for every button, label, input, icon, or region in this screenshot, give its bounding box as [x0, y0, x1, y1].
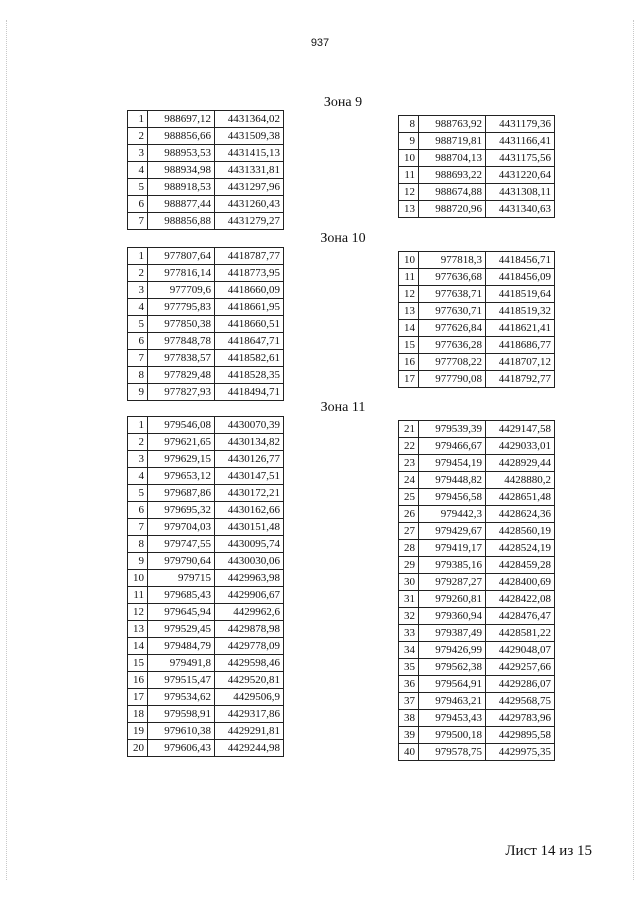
- point-number-cell: 2: [128, 434, 148, 451]
- y-coordinate-cell: 4428929,44: [486, 455, 555, 472]
- point-number-cell: 5: [128, 179, 148, 196]
- y-coordinate-cell: 4418456,09: [486, 269, 555, 286]
- point-number-cell: 9: [399, 133, 419, 150]
- y-coordinate-cell: 4431260,43: [215, 196, 284, 213]
- coordinate-row: [128, 162, 284, 179]
- point-number-cell: 3: [128, 282, 148, 299]
- coordinate-row: [128, 265, 284, 282]
- point-number-cell: 5: [128, 485, 148, 502]
- y-coordinate-cell: 4429286,07: [486, 676, 555, 693]
- x-coordinate-cell: 977827,93: [148, 384, 215, 401]
- zone-11-right-table: [398, 420, 555, 761]
- coordinate-row: [399, 710, 555, 727]
- coordinate-row: [399, 506, 555, 523]
- y-coordinate-cell: 4418792,77: [486, 371, 555, 388]
- x-coordinate-cell: 979539,39: [419, 421, 486, 438]
- coordinate-row: [399, 642, 555, 659]
- coordinate-row: [128, 638, 284, 655]
- x-coordinate-cell: 979695,32: [148, 502, 215, 519]
- x-coordinate-cell: 988918,53: [148, 179, 215, 196]
- y-coordinate-cell: 4418787,77: [215, 248, 284, 265]
- coordinate-row: [399, 286, 555, 303]
- x-coordinate-cell: 977630,71: [419, 303, 486, 320]
- y-coordinate-cell: 4431220,64: [486, 167, 555, 184]
- x-coordinate-cell: 979484,79: [148, 638, 215, 655]
- coordinate-row: [399, 320, 555, 337]
- x-coordinate-cell: 979546,08: [148, 417, 215, 434]
- y-coordinate-cell: 4428560,19: [486, 523, 555, 540]
- y-coordinate-cell: 4418686,77: [486, 337, 555, 354]
- x-coordinate-cell: 979360,94: [419, 608, 486, 625]
- left-margin-line: [6, 20, 7, 880]
- y-coordinate-cell: 4418660,09: [215, 282, 284, 299]
- x-coordinate-cell: 979704,03: [148, 519, 215, 536]
- y-coordinate-cell: 4430147,51: [215, 468, 284, 485]
- x-coordinate-cell: 977816,14: [148, 265, 215, 282]
- x-coordinate-cell: 979598,91: [148, 706, 215, 723]
- point-number-cell: 8: [399, 116, 419, 133]
- x-coordinate-cell: 988693,22: [419, 167, 486, 184]
- x-coordinate-cell: 988704,13: [419, 150, 486, 167]
- y-coordinate-cell: 4429895,58: [486, 727, 555, 744]
- x-coordinate-cell: 977795,83: [148, 299, 215, 316]
- point-number-cell: 13: [399, 303, 419, 320]
- point-number-cell: 6: [128, 196, 148, 213]
- zone-11-left-table: [127, 416, 284, 757]
- y-coordinate-cell: 4431331,81: [215, 162, 284, 179]
- point-number-cell: 23: [399, 455, 419, 472]
- x-coordinate-cell: 988763,92: [419, 116, 486, 133]
- point-number-cell: 11: [399, 167, 419, 184]
- point-number-cell: 7: [128, 350, 148, 367]
- x-coordinate-cell: 979515,47: [148, 672, 215, 689]
- x-coordinate-cell: 979442,3: [419, 506, 486, 523]
- coordinate-row: [399, 472, 555, 489]
- x-coordinate-cell: 979385,16: [419, 557, 486, 574]
- zone-10-title: Зона 10: [320, 231, 366, 246]
- point-number-cell: 31: [399, 591, 419, 608]
- point-number-cell: 21: [399, 421, 419, 438]
- coordinate-row: [399, 489, 555, 506]
- coordinate-row: [128, 316, 284, 333]
- y-coordinate-cell: 4428459,28: [486, 557, 555, 574]
- coordinate-row: [128, 196, 284, 213]
- y-coordinate-cell: 4429778,09: [215, 638, 284, 655]
- point-number-cell: 3: [128, 451, 148, 468]
- coordinate-row: [128, 689, 284, 706]
- coordinate-row: [128, 451, 284, 468]
- coordinate-row: [399, 421, 555, 438]
- x-coordinate-cell: 977848,78: [148, 333, 215, 350]
- y-coordinate-cell: 4429506,9: [215, 689, 284, 706]
- coordinate-row: [128, 367, 284, 384]
- coordinate-row: [128, 468, 284, 485]
- x-coordinate-cell: 979564,91: [419, 676, 486, 693]
- point-number-cell: 25: [399, 489, 419, 506]
- point-number-cell: 24: [399, 472, 419, 489]
- x-coordinate-cell: 988697,12: [148, 111, 215, 128]
- y-coordinate-cell: 4430070,39: [215, 417, 284, 434]
- page-number: 937: [310, 37, 330, 49]
- coordinate-row: [399, 133, 555, 150]
- y-coordinate-cell: 4429317,86: [215, 706, 284, 723]
- y-coordinate-cell: 4428651,48: [486, 489, 555, 506]
- coordinate-row: [128, 553, 284, 570]
- zone-9-title: Зона 9: [323, 95, 363, 110]
- point-number-cell: 39: [399, 727, 419, 744]
- coordinate-row: [399, 744, 555, 761]
- coordinate-row: [399, 693, 555, 710]
- y-coordinate-cell: 4429568,75: [486, 693, 555, 710]
- x-coordinate-cell: 988856,88: [148, 213, 215, 230]
- x-coordinate-cell: 977626,84: [419, 320, 486, 337]
- y-coordinate-cell: 4428422,08: [486, 591, 555, 608]
- y-coordinate-cell: 4431509,38: [215, 128, 284, 145]
- y-coordinate-cell: 4431308,11: [486, 184, 555, 201]
- coordinate-row: [128, 655, 284, 672]
- x-coordinate-cell: 979463,21: [419, 693, 486, 710]
- coordinate-row: [399, 354, 555, 371]
- x-coordinate-cell: 979610,38: [148, 723, 215, 740]
- x-coordinate-cell: 977708,22: [419, 354, 486, 371]
- x-coordinate-cell: 977790,08: [419, 371, 486, 388]
- point-number-cell: 14: [128, 638, 148, 655]
- x-coordinate-cell: 979534,62: [148, 689, 215, 706]
- coordinate-row: [399, 150, 555, 167]
- y-coordinate-cell: 4430151,48: [215, 519, 284, 536]
- y-coordinate-cell: 4418647,71: [215, 333, 284, 350]
- point-number-cell: 9: [128, 384, 148, 401]
- y-coordinate-cell: 4418582,61: [215, 350, 284, 367]
- coordinate-row: [128, 333, 284, 350]
- point-number-cell: 7: [128, 213, 148, 230]
- point-number-cell: 20: [128, 740, 148, 757]
- point-number-cell: 13: [399, 201, 419, 218]
- x-coordinate-cell: 977636,68: [419, 269, 486, 286]
- point-number-cell: 9: [128, 553, 148, 570]
- point-number-cell: 11: [128, 587, 148, 604]
- y-coordinate-cell: 4429033,01: [486, 438, 555, 455]
- point-number-cell: 19: [128, 723, 148, 740]
- x-coordinate-cell: 977838,57: [148, 350, 215, 367]
- y-coordinate-cell: 4429520,81: [215, 672, 284, 689]
- x-coordinate-cell: 979529,45: [148, 621, 215, 638]
- y-coordinate-cell: 4431297,96: [215, 179, 284, 196]
- point-number-cell: 17: [128, 689, 148, 706]
- y-coordinate-cell: 4429963,98: [215, 570, 284, 587]
- zone-9-right-table: [398, 115, 555, 218]
- coordinate-row: [399, 625, 555, 642]
- y-coordinate-cell: 4418621,41: [486, 320, 555, 337]
- x-coordinate-cell: 979387,49: [419, 625, 486, 642]
- point-number-cell: 33: [399, 625, 419, 642]
- point-number-cell: 36: [399, 676, 419, 693]
- coordinate-row: [399, 557, 555, 574]
- x-coordinate-cell: 977638,71: [419, 286, 486, 303]
- x-coordinate-cell: 979687,86: [148, 485, 215, 502]
- y-coordinate-cell: 4418494,71: [215, 384, 284, 401]
- coordinate-row: [128, 434, 284, 451]
- x-coordinate-cell: 988877,44: [148, 196, 215, 213]
- y-coordinate-cell: 4431340,63: [486, 201, 555, 218]
- coordinate-row: [399, 337, 555, 354]
- point-number-cell: 8: [128, 367, 148, 384]
- zone-10-right-table: [398, 251, 555, 388]
- coordinate-row: [399, 167, 555, 184]
- coordinate-row: [399, 523, 555, 540]
- y-coordinate-cell: 4431364,02: [215, 111, 284, 128]
- coordinate-row: [128, 111, 284, 128]
- x-coordinate-cell: 979491,8: [148, 655, 215, 672]
- coordinate-row: [128, 587, 284, 604]
- coordinate-row: [399, 201, 555, 218]
- coordinate-row: [128, 519, 284, 536]
- x-coordinate-cell: 977807,64: [148, 248, 215, 265]
- point-number-cell: 1: [128, 417, 148, 434]
- coordinate-row: [128, 145, 284, 162]
- point-number-cell: 17: [399, 371, 419, 388]
- x-coordinate-cell: 979629,15: [148, 451, 215, 468]
- point-number-cell: 16: [399, 354, 419, 371]
- point-number-cell: 27: [399, 523, 419, 540]
- x-coordinate-cell: 979453,43: [419, 710, 486, 727]
- x-coordinate-cell: 979260,81: [419, 591, 486, 608]
- coordinate-row: [399, 659, 555, 676]
- coordinate-row: [399, 116, 555, 133]
- coordinate-row: [399, 438, 555, 455]
- y-coordinate-cell: 4431279,27: [215, 213, 284, 230]
- y-coordinate-cell: 4429291,81: [215, 723, 284, 740]
- x-coordinate-cell: 979685,43: [148, 587, 215, 604]
- x-coordinate-cell: 988856,66: [148, 128, 215, 145]
- coordinate-row: [128, 604, 284, 621]
- coordinate-row: [128, 128, 284, 145]
- x-coordinate-cell: 988953,53: [148, 145, 215, 162]
- point-number-cell: 2: [128, 128, 148, 145]
- y-coordinate-cell: 4430095,74: [215, 536, 284, 553]
- x-coordinate-cell: 979578,75: [419, 744, 486, 761]
- y-coordinate-cell: 4430126,77: [215, 451, 284, 468]
- y-coordinate-cell: 4431179,36: [486, 116, 555, 133]
- x-coordinate-cell: 977829,48: [148, 367, 215, 384]
- x-coordinate-cell: 979621,65: [148, 434, 215, 451]
- point-number-cell: 40: [399, 744, 419, 761]
- point-number-cell: 16: [128, 672, 148, 689]
- x-coordinate-cell: 988934,98: [148, 162, 215, 179]
- coordinate-row: [399, 574, 555, 591]
- coordinate-row: [128, 179, 284, 196]
- y-coordinate-cell: 4418707,12: [486, 354, 555, 371]
- coordinate-row: [399, 303, 555, 320]
- y-coordinate-cell: 4430162,66: [215, 502, 284, 519]
- point-number-cell: 11: [399, 269, 419, 286]
- y-coordinate-cell: 4429783,96: [486, 710, 555, 727]
- x-coordinate-cell: 979454,19: [419, 455, 486, 472]
- y-coordinate-cell: 4429906,67: [215, 587, 284, 604]
- y-coordinate-cell: 4418528,35: [215, 367, 284, 384]
- point-number-cell: 8: [128, 536, 148, 553]
- y-coordinate-cell: 4430030,06: [215, 553, 284, 570]
- point-number-cell: 12: [399, 184, 419, 201]
- x-coordinate-cell: 979419,17: [419, 540, 486, 557]
- y-coordinate-cell: 4429257,66: [486, 659, 555, 676]
- x-coordinate-cell: 977709,6: [148, 282, 215, 299]
- x-coordinate-cell: 979429,67: [419, 523, 486, 540]
- zone-9-left-table: [127, 110, 284, 230]
- coordinate-row: [399, 591, 555, 608]
- x-coordinate-cell: 979747,55: [148, 536, 215, 553]
- point-number-cell: 32: [399, 608, 419, 625]
- coordinate-row: [128, 282, 284, 299]
- y-coordinate-cell: 4429962,6: [215, 604, 284, 621]
- point-number-cell: 18: [128, 706, 148, 723]
- point-number-cell: 37: [399, 693, 419, 710]
- y-coordinate-cell: 4430134,82: [215, 434, 284, 451]
- point-number-cell: 34: [399, 642, 419, 659]
- y-coordinate-cell: 4429598,46: [215, 655, 284, 672]
- x-coordinate-cell: 979606,43: [148, 740, 215, 757]
- y-coordinate-cell: 4428624,36: [486, 506, 555, 523]
- point-number-cell: 15: [399, 337, 419, 354]
- point-number-cell: 26: [399, 506, 419, 523]
- point-number-cell: 38: [399, 710, 419, 727]
- x-coordinate-cell: 979562,38: [419, 659, 486, 676]
- y-coordinate-cell: 4429878,98: [215, 621, 284, 638]
- x-coordinate-cell: 977850,38: [148, 316, 215, 333]
- x-coordinate-cell: 979500,18: [419, 727, 486, 744]
- y-coordinate-cell: 4428400,69: [486, 574, 555, 591]
- x-coordinate-cell: 979448,82: [419, 472, 486, 489]
- x-coordinate-cell: 979715: [148, 570, 215, 587]
- point-number-cell: 10: [399, 252, 419, 269]
- x-coordinate-cell: 988674,88: [419, 184, 486, 201]
- y-coordinate-cell: 4431175,56: [486, 150, 555, 167]
- point-number-cell: 10: [399, 150, 419, 167]
- coordinate-row: [399, 608, 555, 625]
- y-coordinate-cell: 4431166,41: [486, 133, 555, 150]
- coordinate-row: [128, 672, 284, 689]
- y-coordinate-cell: 4418660,51: [215, 316, 284, 333]
- point-number-cell: 30: [399, 574, 419, 591]
- y-coordinate-cell: 4431415,13: [215, 145, 284, 162]
- x-coordinate-cell: 979790,64: [148, 553, 215, 570]
- y-coordinate-cell: 4418773,95: [215, 265, 284, 282]
- point-number-cell: 12: [128, 604, 148, 621]
- x-coordinate-cell: 979456,58: [419, 489, 486, 506]
- point-number-cell: 4: [128, 162, 148, 179]
- zone-11-title: Зона 11: [320, 400, 366, 415]
- coordinate-row: [399, 455, 555, 472]
- coordinate-row: [128, 723, 284, 740]
- point-number-cell: 7: [128, 519, 148, 536]
- coordinate-row: [128, 384, 284, 401]
- coordinate-row: [128, 299, 284, 316]
- coordinate-row: [128, 570, 284, 587]
- point-number-cell: 14: [399, 320, 419, 337]
- coordinate-row: [128, 536, 284, 553]
- coordinate-row: [128, 502, 284, 519]
- coordinate-row: [128, 706, 284, 723]
- coordinate-row: [128, 248, 284, 265]
- coordinate-row: [399, 727, 555, 744]
- coordinate-row: [399, 676, 555, 693]
- x-coordinate-cell: 977818,3: [419, 252, 486, 269]
- y-coordinate-cell: 4428524,19: [486, 540, 555, 557]
- coordinate-row: [128, 740, 284, 757]
- y-coordinate-cell: 4418519,64: [486, 286, 555, 303]
- y-coordinate-cell: 4429048,07: [486, 642, 555, 659]
- point-number-cell: 1: [128, 248, 148, 265]
- point-number-cell: 28: [399, 540, 419, 557]
- coordinate-row: [399, 252, 555, 269]
- y-coordinate-cell: 4428880,2: [486, 472, 555, 489]
- y-coordinate-cell: 4429975,35: [486, 744, 555, 761]
- sheet-label: Лист 14 из 15: [505, 843, 592, 859]
- point-number-cell: 5: [128, 316, 148, 333]
- point-number-cell: 10: [128, 570, 148, 587]
- point-number-cell: 22: [399, 438, 419, 455]
- x-coordinate-cell: 979287,27: [419, 574, 486, 591]
- x-coordinate-cell: 988719,81: [419, 133, 486, 150]
- y-coordinate-cell: 4418456,71: [486, 252, 555, 269]
- y-coordinate-cell: 4428476,47: [486, 608, 555, 625]
- y-coordinate-cell: 4430172,21: [215, 485, 284, 502]
- point-number-cell: 35: [399, 659, 419, 676]
- coordinate-row: [128, 350, 284, 367]
- y-coordinate-cell: 4429147,58: [486, 421, 555, 438]
- x-coordinate-cell: 988720,96: [419, 201, 486, 218]
- point-number-cell: 3: [128, 145, 148, 162]
- point-number-cell: 12: [399, 286, 419, 303]
- point-number-cell: 6: [128, 333, 148, 350]
- y-coordinate-cell: 4428581,22: [486, 625, 555, 642]
- coordinate-row: [128, 485, 284, 502]
- point-number-cell: 1: [128, 111, 148, 128]
- point-number-cell: 6: [128, 502, 148, 519]
- coordinate-row: [128, 417, 284, 434]
- coordinate-row: [399, 371, 555, 388]
- right-margin-line: [633, 20, 634, 880]
- y-coordinate-cell: 4418661,95: [215, 299, 284, 316]
- x-coordinate-cell: 979426,99: [419, 642, 486, 659]
- point-number-cell: 13: [128, 621, 148, 638]
- coordinate-row: [399, 540, 555, 557]
- coordinate-row: [128, 621, 284, 638]
- y-coordinate-cell: 4429244,98: [215, 740, 284, 757]
- point-number-cell: 4: [128, 299, 148, 316]
- zone-10-left-table: [127, 247, 284, 401]
- y-coordinate-cell: 4418519,32: [486, 303, 555, 320]
- x-coordinate-cell: 977636,28: [419, 337, 486, 354]
- x-coordinate-cell: 979645,94: [148, 604, 215, 621]
- x-coordinate-cell: 979653,12: [148, 468, 215, 485]
- coordinate-row: [399, 269, 555, 286]
- point-number-cell: 4: [128, 468, 148, 485]
- point-number-cell: 2: [128, 265, 148, 282]
- point-number-cell: 15: [128, 655, 148, 672]
- x-coordinate-cell: 979466,67: [419, 438, 486, 455]
- point-number-cell: 29: [399, 557, 419, 574]
- coordinate-row: [128, 213, 284, 230]
- coordinate-row: [399, 184, 555, 201]
